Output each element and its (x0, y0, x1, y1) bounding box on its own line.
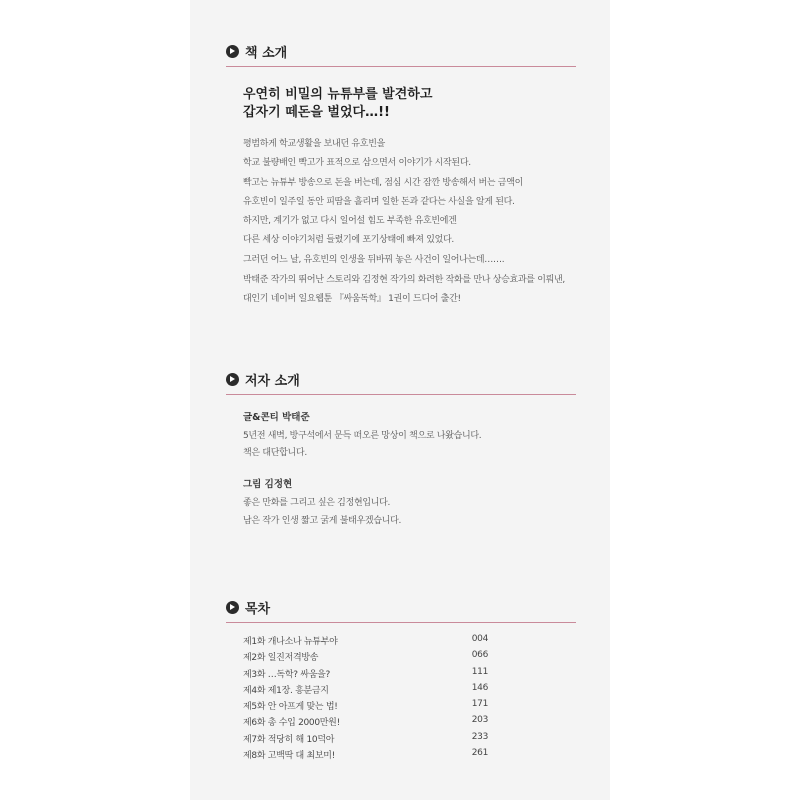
headline-line: 갑자기 떼돈을 벌었다…!! (243, 105, 390, 120)
body-line: 하지만, 계기가 없고 다시 일어설 힘도 부족한 유호빈에겐 (243, 216, 457, 227)
toc-item (243, 634, 488, 650)
toc-page: 233 (471, 731, 488, 742)
section-author (226, 369, 576, 395)
toc-label: 제4화 제1장. 흥분금지 (243, 685, 329, 696)
toc-label: 제7화 적당히 해 10덕아 (243, 734, 335, 745)
body-line: 다른 세상 이야기처럼 들렸기에 포기상태에 빠져 있었다. (243, 235, 454, 246)
toc-item (243, 667, 488, 683)
body-line: 학교 불량배인 빡고가 표적으로 삼으면서 이야기가 시작된다. (243, 158, 471, 169)
toc-page: 203 (471, 715, 488, 726)
section-divider (226, 394, 576, 395)
arrow-right-icon (226, 45, 239, 58)
toc-item (243, 683, 488, 699)
intro-closing (243, 271, 565, 310)
arrow-right-icon (226, 601, 239, 614)
arrow-right-icon (226, 373, 239, 386)
section-title: 목차 (245, 601, 271, 617)
section-title: 저자 소개 (245, 373, 300, 389)
section-toc (226, 597, 576, 623)
toc-page: 111 (471, 666, 488, 677)
intro-body (243, 135, 523, 270)
writer-line: 5년전 새벽, 방구석에서 문득 떠오른 망상이 책으로 나왔습니다. (243, 431, 482, 441)
toc-label: 제8화 고백딱 대 최보미! (243, 751, 335, 762)
toc-label: 제2화 일진저격방송 (243, 653, 319, 664)
artist-title: 그림 김정현 (243, 479, 293, 490)
toc-label: 제5화 안 아프게 맞는 법! (243, 702, 338, 713)
toc-item (243, 715, 488, 731)
toc-label: 제3화 …독학? 싸움을? (243, 669, 330, 680)
toc-page: 066 (471, 650, 488, 661)
section-title: 책 소개 (245, 45, 288, 61)
toc-item (243, 699, 488, 715)
body-line: 그러던 어느 날, 유호빈의 인생을 뒤바꿔 놓은 사건이 일어나는데……. (243, 254, 505, 265)
toc-page: 171 (471, 699, 488, 710)
section-book-intro (226, 41, 576, 67)
intro-headline (243, 86, 432, 122)
toc-page: 146 (471, 682, 488, 693)
artist-line: 남은 작가 인생 짧고 굵게 불태우겠습니다. (243, 516, 402, 526)
closing-line: 대인기 네이버 일요웹툰 『싸움독학』 1권이 드디어 출간! (243, 294, 461, 305)
closing-line: 박태준 작가의 뛰어난 스토리와 김정현 작가의 화려한 작화를 만나 상승효과를 이뤄낸, (243, 275, 565, 285)
toc-item (243, 748, 488, 764)
toc-list (243, 634, 488, 764)
toc-label: 제1화 개나소나 뉴튜부야 (243, 637, 338, 647)
toc-item (243, 650, 488, 666)
section-divider (226, 622, 576, 623)
body-line: 빡고는 뉴튜부 방송으로 돈을 버는데, 점심 시간 잠깐 방송해서 버는 금액이 (243, 177, 523, 188)
artist-line: 좋은 만화를 그리고 싶은 김정현입니다. (243, 498, 391, 508)
section-divider (226, 66, 576, 67)
headline-line: 우연히 비밀의 뉴튜부를 발견하고 (243, 87, 433, 102)
body-line: 유호빈이 일주일 동안 피땀을 흘리며 일한 돈과 같다는 사실을 알게 된다. (243, 196, 515, 207)
toc-item (243, 732, 488, 748)
toc-page: 261 (471, 748, 488, 759)
toc-label: 제6화 총 수입 2000만원! (243, 718, 340, 729)
writer-title: 글&콘티 박태준 (243, 412, 310, 423)
writer-line: 책은 대단합니다. (243, 448, 307, 458)
toc-page: 004 (471, 634, 488, 644)
body-line: 평범하게 학교생활을 보내던 유호빈을 (243, 139, 385, 149)
